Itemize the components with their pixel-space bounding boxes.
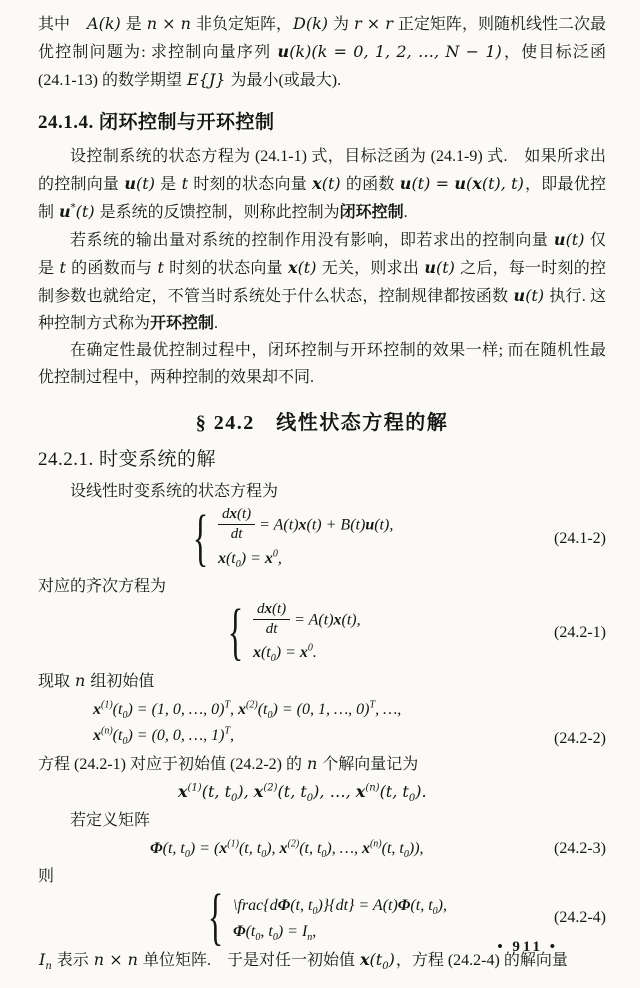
lead-homogeneous: 对应的齐次方程为: [38, 577, 167, 595]
open-loop-paragraph: 若系统的输出量对系统的控制作用没有影响，即若求出的控制向量 u(t) 仅是 t 的函数而与 t 时刻的状态向量 x(t) 无关，则求出 u(t) 之后，每一时刻的控制参数也就给定，不管当时系统处于什么状态，控制规律都按函数 u(t) 执行. 这种控制方式称为开环控制.: [38, 230, 606, 332]
equation-row: $x(t_0) = x^0$.: [252, 642, 317, 665]
equation-24-1-2: [188, 507, 606, 571]
equation-number: (24.2-1): [554, 624, 606, 642]
equation-rows: [233, 893, 447, 944]
equation-number: (24.1-2): [554, 529, 606, 547]
equation-row: $\frac{dx(t)}{dt}$ = A(t)x(t),: [253, 602, 361, 640]
chapter-heading-24-2: § 24.2 线性状态方程的解: [195, 412, 449, 434]
comparison-paragraph: 在确定性最优控制过程中，闭环控制与开环控制的效果一样; 而在随机性最优控制过程中，两种控制的效果却不同.: [38, 342, 606, 386]
lead-initial-values: 现取 n 组初始值: [38, 671, 155, 690]
equation-rows: [253, 602, 361, 666]
equation-number: (24.2-2): [554, 730, 606, 747]
equation-row: \frac{dΦ(t, $t_0)\}\{dt\} = A(t)\Phi(t$, $t_0$),: [232, 896, 447, 917]
subsection-heading-24-2-1: 24.2.1. 时变系统的解: [38, 449, 217, 470]
equation-row: $\Phi(t_0$, $t_0) = I_n$,: [232, 922, 317, 943]
left-brace: [193, 507, 208, 570]
lead-define-matrix: 若定义矩阵: [70, 812, 151, 829]
equation-number: (24.2-4): [554, 909, 606, 926]
equation-24-2-2: [93, 697, 606, 748]
closed-loop-paragraph: 设控制系统的状态方程为 (24.1-1) 式，目标泛函为 (24.1-9) 式. 如果所求出的控制向量 u(t) 是 t 时刻的状态向量 x(t) 的函数 u(t) = u(x(t), t)，即最优控制 u*(t) 是系统的反馈控制，则称此控制为闭环控制.: [38, 148, 606, 221]
lead-then: 则: [38, 868, 55, 885]
equation-rows: [218, 507, 393, 571]
equation-row: $\frac{dx(t)}{dt}$ = A(t)x(t) + B(t)u(t),: [218, 507, 393, 545]
lead-solution-vectors: 方程 (24.2-1) 对应于初始值 (24.2-2) 的 n 个解向量记为: [38, 754, 419, 773]
solution-vectors-line: $x^{(1)}(t$, $t_0$), $x^{(2)}(t$, $t_0$), …, $x^{(n)}(t$, $t_0$).: [178, 782, 427, 805]
equation-24-2-1: [223, 602, 606, 666]
equation-24-2-4: [203, 892, 606, 944]
left-brace: [228, 602, 243, 665]
equation-row: Φ(t, $t_0) = (x^{(1)}(t$, $t_0$), $x^{(2)}(t$, $t_0$), …, $x^{(n)}(t$, $t_0$)),: [150, 838, 424, 861]
equation-24-2-3: [150, 836, 606, 861]
equation-rows: [93, 697, 401, 748]
equation-row: $x^{(n)}(t_0) = (0$, 0, …, 1)$^T$,: [93, 725, 235, 748]
left-brace: [208, 886, 223, 949]
equation-rows: [150, 836, 424, 861]
intro-paragraph: 其中 A(k) 是 n × n 非负定矩阵，D(k) 为 r × r 正定矩阵，则随机线性二次最优控制问题为: 求控制向量序列 u(k)(k = 0, 1, 2, …, N − 1)，使目标泛函 (24.1-13) 的数学期望 E{J} 为最小(或最大).: [38, 14, 607, 89]
equation-row: $x(t_0) = x^0$,: [217, 548, 282, 570]
lead-state-equation: 设线性时变系统的状态方程为: [70, 483, 279, 500]
equation-row: $x^{(1)}(t_0) = (1$, 0, …, 0)$^T$, $x^{(2)}(t_0) = (0$, 1, …, 0)$^T$, …,: [93, 699, 402, 722]
equation-number: (24.2-3): [554, 839, 606, 857]
section-heading-24-1-4: 24.1.4. 闭环控制与开环控制: [38, 112, 275, 133]
identity-matrix-paragraph: $I_n$ 表示 n × n 单位矩阵. 于是对任一初始值 $x(t_0)$，方程 (24.2-4) 的解向量: [39, 950, 568, 973]
page-number: • 911 •: [497, 939, 558, 955]
